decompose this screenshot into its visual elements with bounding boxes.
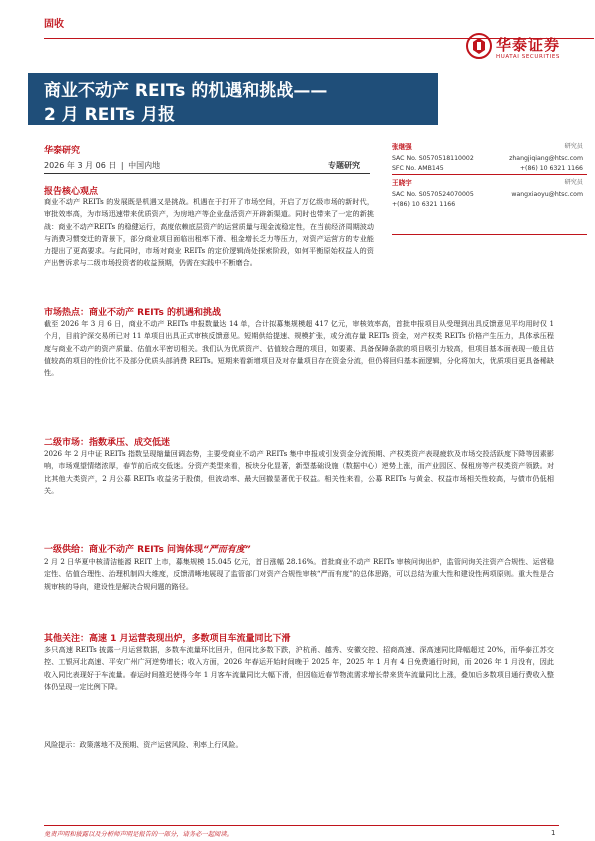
analyst-role: 研究员	[564, 179, 583, 186]
logo-text-en: HUATAI SECURITIES	[496, 54, 560, 60]
analyst-phone: +(86) 10 6321 1166	[519, 165, 583, 172]
analyst-phone: +(86) 10 6321 1166	[392, 201, 456, 208]
section-text-core-view: 商业不动产 REITs 的发展既是机遇又是挑战。机遇在于打开了市场空间，开启了万亿级市场的新时代，审批效率高，为市场迅速带来优质资产，为房地产等企业盘活资产开辟新渠道。同时也带来了一定的新挑战：商业不动产REITs 的稳健运行，高度依赖底层资产的运营质量与现金流稳定性，在当前经济周期波动与消费习惯变迁的背景下，部分商业项目面临出租率下滑、租金增长乏力等压力，对资产运营方的专业能力提出了更高要求。与此同时，市场对商业 REITs 的定价逻辑尚处探索阶段，如何平衡原始权益人的资产出售诉求与二级市场投资者的收益预期，仍需在实践中不断磨合。	[44, 197, 374, 268]
huatai-logo	[466, 33, 586, 63]
analyst-divider	[392, 234, 587, 235]
category-label: 固收	[44, 19, 64, 30]
section-text-secondary-market: 2026 年 2 月中证 REITs 指数呈现缩量回调态势，主要受商业不动产 REITs 集中申报或引发资金分流预期、产权类资产表现疲软及市场交投活跃度下降等因素影响，市场观望情绪浓厚，春节前后成交低迷。分资产类型来看，板块分化显著，新型基础设施（数据中心）逆势上涨，而产业园区、保租房等产权类资产领跌。对比其他大类资产，2 月公募 REITs 收益劣于股债，但波动率、最大回撤显著优于权益。相关性来看，公募 REITs 与黄金、权益市场相关性较高，与债市仍低相关。	[44, 449, 554, 495]
section-title-market-hotspot: 市场热点：商业不动产 REITs 的机遇和挑战	[44, 308, 221, 318]
report-region: 中国内地	[128, 161, 161, 170]
section-title-core-view: 报告核心观点	[44, 187, 99, 197]
analyst-name: 张继强	[392, 143, 412, 151]
risk-warning: 风险提示：政策落地不及预期、资产运营风险、利率上行风险。	[44, 740, 243, 749]
analyst-sac: SAC No. S0570518110002	[392, 154, 474, 162]
analyst-sac: SAC No. S0570524070005	[392, 190, 474, 198]
analyst-role: 研究员	[564, 143, 583, 150]
report-type: 专题研究	[328, 161, 360, 170]
logo-text-cn: 华泰证券	[496, 36, 561, 54]
section-title-primary-supply	[44, 542, 251, 555]
report-meta: 2026 年 3 月 06 日 | 中国内地	[44, 161, 161, 170]
section-title-quote: “严而有度”	[203, 545, 251, 555]
analyst-sfc: SFC No. AMB145	[392, 165, 444, 172]
analyst-card	[392, 178, 587, 234]
report-title-line2: 2 月 REITs 月报	[44, 105, 176, 125]
analyst-email[interactable]: zhangjiqiang@htsc.com	[509, 154, 583, 162]
analyst-divider	[392, 174, 587, 175]
section-title-other-focus: 其他关注：高速 1 月运营表现出炉，多数项目车流量同比下滑	[44, 634, 291, 644]
page-number: 1	[551, 829, 556, 837]
section-text-primary-supply: 2 月 2 日华夏中核清洁能源 REIT 上市，募集规模 15.045 亿元，首日涨幅 28.16%。首批商业不动产 REITs 审核问询出炉，监管问询关注资产合规性、运营稳定性、估值合理性、治理机制四大维度，反馈清晰地展现了监管部门对资产合规性审核“严而有度”的总体思路，可以总结为重大性和建设性两项原则。重大性是合规审核的导向，建设性是解决合规问题的路径。	[44, 557, 554, 591]
research-label: 华泰研究	[44, 146, 81, 156]
report-date: 2026 年 3 月 06 日	[44, 161, 117, 170]
analyst-name: 王晓宇	[392, 179, 412, 187]
section-text-market-hotspot: 截至 2026 年 3 月 6 日，商业不动产 REITs 申报数量达 14 单，合计拟募集规模超 417 亿元，审核效率高，首批申报项目从受理到出具反馈意见平均用时仅 1 个月，目前沪深交易所已对 11 单项目出具正式审核反馈意见。短期供给提速、规模扩张，或分流存量 REITs 资金，对产权类 REITs 价格产生压力，具体承压程度与商业不动产的资产质量、估值水平密切相关。我们认为优质资产、估值较合理的项目，如要素、具备保障条款的项目吸引力较高，但项目基本面表现一般且估值较高的项目的性价比不及部分优质头部消费 REITs。短期来看新增项目及对存量项目存在资金分流，但仍将回归基本面逻辑，分化将加大，优质项目更具备稀缺性。	[44, 319, 554, 377]
footer-divider	[44, 825, 559, 826]
report-title-line1: 商业不动产 REITs 的机遇和挑战——	[44, 81, 328, 101]
section-title-secondary-market: 二级市场：指数承压、成交低迷	[44, 438, 171, 448]
logo-mark-icon	[466, 33, 492, 59]
section-title-prefix: 一级供给：商业不动产 REITs 问询体现	[44, 545, 203, 555]
footer-disclaimer: 免责声明和披露以及分析师声明是报告的一部分，请务必一起阅读。	[44, 831, 233, 838]
meta-divider	[44, 173, 370, 174]
analyst-email[interactable]: wangxiaoyu@htsc.com	[511, 190, 583, 198]
section-text-other-focus: 多只高速 REITs 披露一月运营数据，多数车流量环比回升，但同比多数下跌，沪杭甬、越秀、安徽交控、招商高速、深高速同比降幅超过 20%，而华泰江苏交控、工银河北高速、平安广州广河逆势增长；收入方面，2026 年春运开始时间晚于 2025 年，2025 年 1 月有 4 日免费通行时间，而 2026 年 1 月没有，因此收入同比表现好于车流量。春运时间推迟使得今年 1 月客车流量同比大幅下滑，但因临近春节物流需求增长带来货车流量同比上涨，叠加后多数项目通行费收入整体仍呈现一定比例下降。	[44, 645, 554, 691]
